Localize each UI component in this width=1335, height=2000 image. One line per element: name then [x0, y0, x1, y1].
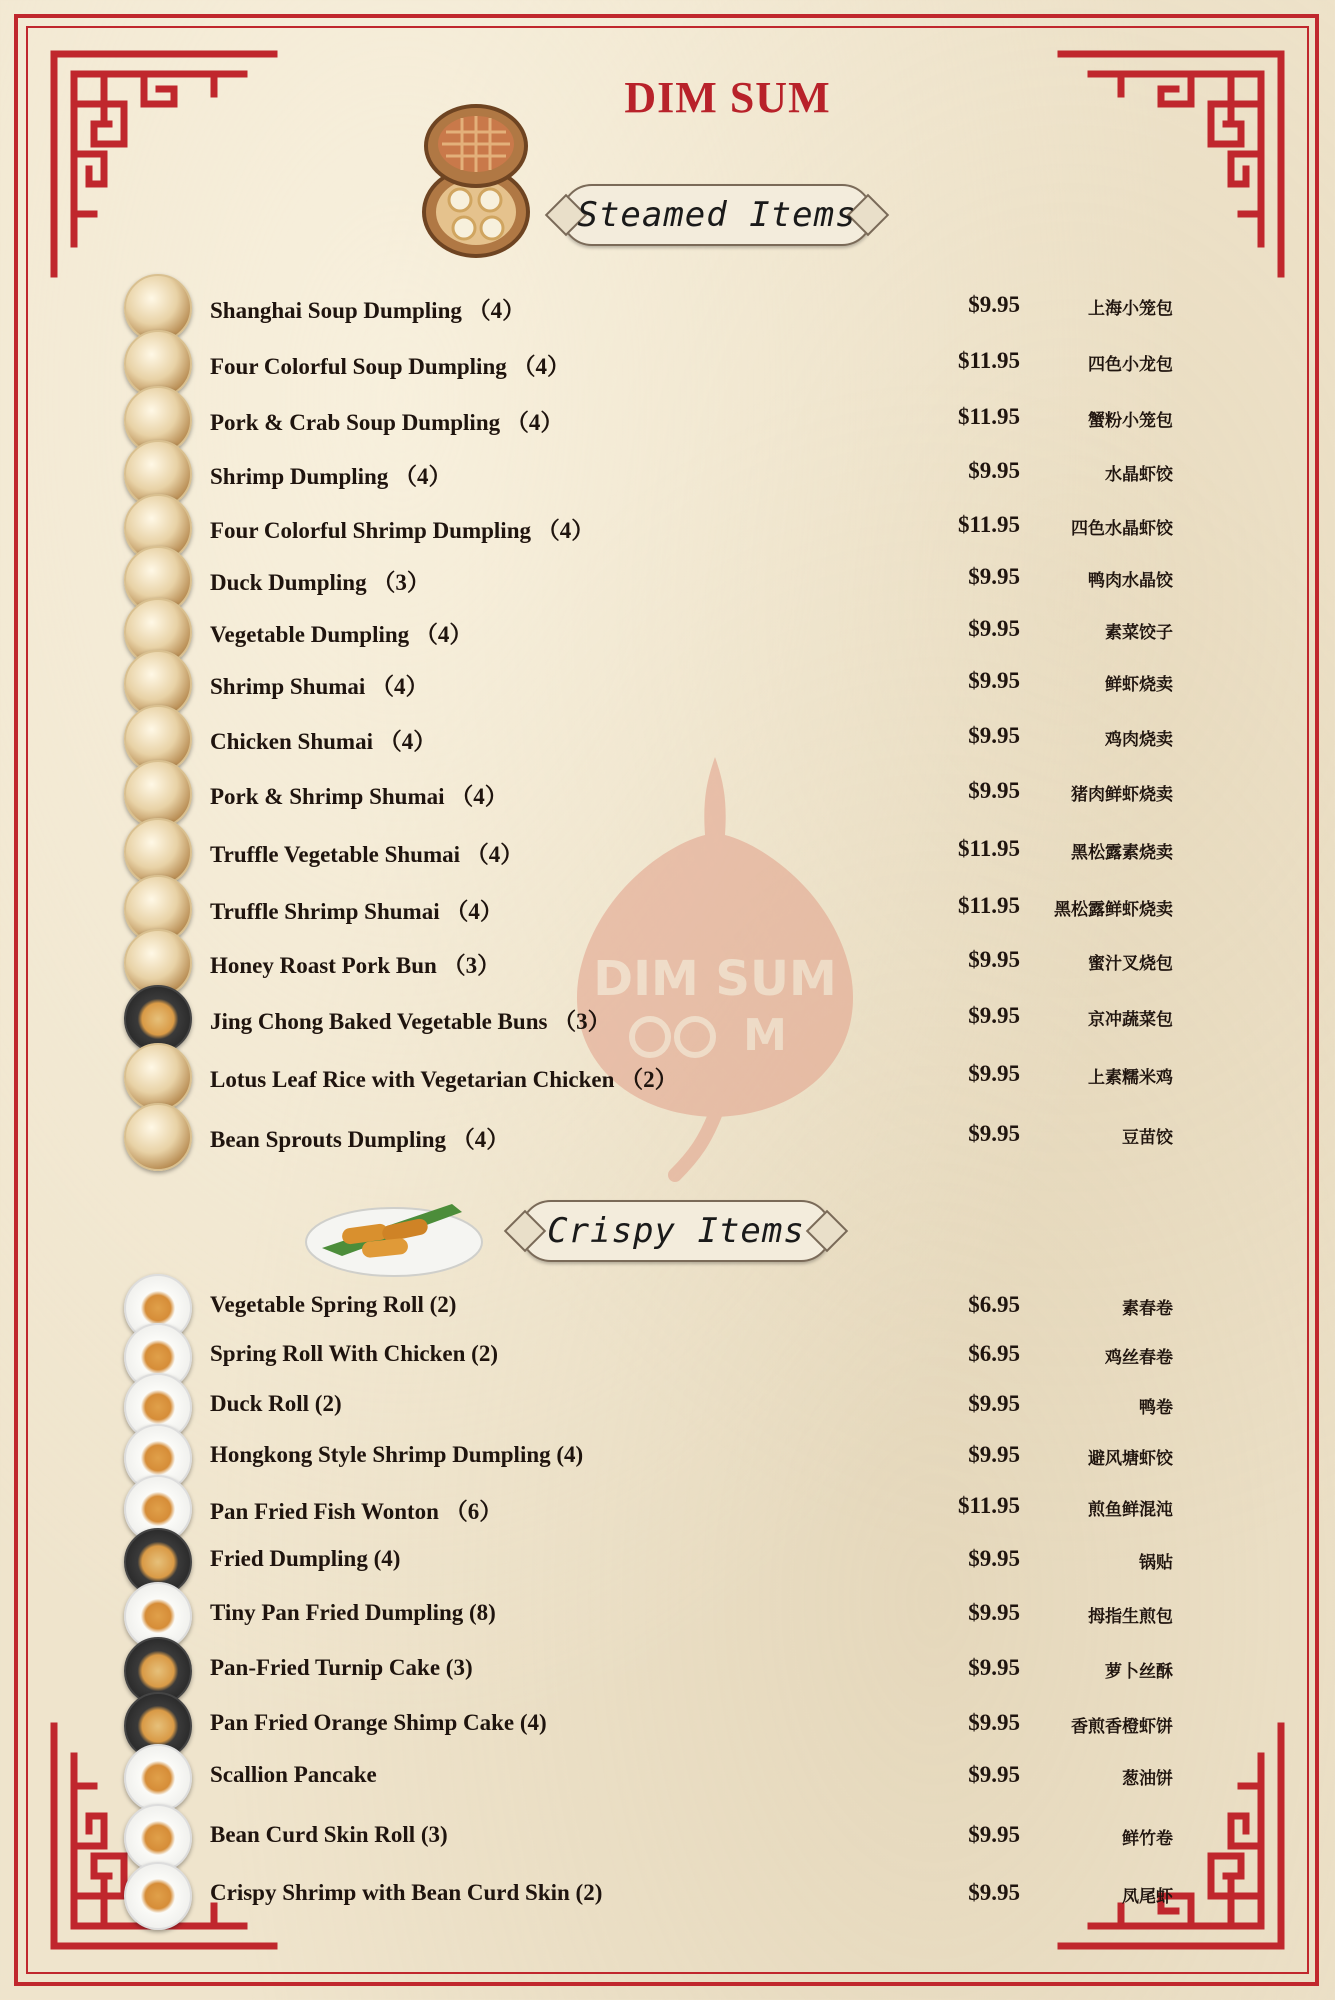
- menu-item: [0, 506, 1335, 550]
- dish-name: Truffle Vegetable Shumai （4）: [210, 842, 524, 867]
- menu-item: [0, 398, 1335, 442]
- dish-name: Fried Dumpling (4): [210, 1546, 401, 1571]
- dish-name: Chicken Shumai （4）: [210, 729, 437, 754]
- spring-roll-plate-image: [302, 1190, 486, 1280]
- dish-price: $9.95: [968, 1442, 1020, 1467]
- dish-name: Duck Dumpling （3）: [210, 570, 430, 595]
- menu-item: [0, 887, 1335, 931]
- dish-chinese-name: 鸭卷: [1139, 1398, 1173, 1418]
- dish-chinese-name: 黑松露鲜虾烧卖: [1054, 900, 1173, 920]
- menu-item: [0, 342, 1335, 386]
- dish-photo: [124, 1103, 192, 1171]
- dish-name: Pan-Fried Turnip Cake (3): [210, 1655, 473, 1680]
- dish-chinese-name: 水晶虾饺: [1105, 465, 1173, 485]
- dish-chinese-name: 四色小龙包: [1088, 355, 1173, 375]
- menu-item: [0, 610, 1335, 654]
- menu-item: [0, 1874, 1335, 1918]
- dish-chinese-name: 素菜饺子: [1105, 623, 1173, 643]
- dish-price: $11.95: [958, 1493, 1020, 1518]
- dish-chinese-name: 素春卷: [1122, 1299, 1173, 1319]
- menu-item: [0, 1649, 1335, 1693]
- dish-name: Lotus Leaf Rice with Vegetarian Chicken （2）: [210, 1067, 678, 1092]
- dish-chinese-name: 京冲蔬菜包: [1088, 1010, 1173, 1030]
- dish-price: $9.95: [968, 1121, 1020, 1146]
- dish-chinese-name: 四色水晶虾饺: [1071, 519, 1173, 539]
- dish-price: $6.95: [968, 1341, 1020, 1366]
- dish-price: $9.95: [968, 458, 1020, 483]
- menu-item: [0, 1055, 1335, 1099]
- dish-price: $6.95: [968, 1292, 1020, 1317]
- menu-item: [0, 1487, 1335, 1531]
- menu-item: [0, 772, 1335, 816]
- dish-name: Jing Chong Baked Vegetable Buns （3）: [210, 1009, 611, 1034]
- dish-price: $9.95: [968, 1655, 1020, 1680]
- dish-price: $9.95: [968, 616, 1020, 641]
- dish-price: $9.95: [968, 564, 1020, 589]
- dish-chinese-name: 蟹粉小笼包: [1088, 411, 1173, 431]
- dish-name: Crispy Shrimp with Bean Curd Skin (2): [210, 1880, 603, 1905]
- menu-item: [0, 1286, 1335, 1330]
- dish-chinese-name: 煎鱼鲜混沌: [1088, 1500, 1173, 1520]
- dish-photo: [124, 1043, 192, 1111]
- dish-price: $11.95: [958, 893, 1020, 918]
- dish-price: $9.95: [968, 778, 1020, 803]
- crispy-items-heading: Crispy Items: [547, 1211, 805, 1251]
- dish-chinese-name: 鸭肉水晶饺: [1088, 571, 1173, 591]
- steamed-items-heading: Steamed Items: [577, 195, 857, 235]
- menu-item: [0, 941, 1335, 985]
- dish-chinese-name: 豆苗饺: [1122, 1128, 1173, 1148]
- watermark-line2: M: [743, 1010, 787, 1061]
- dish-name: Hongkong Style Shrimp Dumpling (4): [210, 1442, 584, 1467]
- dish-name: Duck Roll (2): [210, 1391, 342, 1416]
- dish-chinese-name: 鸡丝春卷: [1105, 1348, 1173, 1368]
- dish-photo: [124, 1862, 192, 1930]
- dish-chinese-name: 香煎香橙虾饼: [1071, 1717, 1173, 1737]
- steamer-basket-image: [420, 100, 532, 260]
- dish-name: Four Colorful Soup Dumpling （4）: [210, 354, 570, 379]
- dish-price: $11.95: [958, 348, 1020, 373]
- dish-price: $9.95: [968, 1880, 1020, 1905]
- dish-price: $9.95: [968, 1061, 1020, 1086]
- crispy-items-banner: [506, 1194, 846, 1268]
- menu-item: [0, 1816, 1335, 1860]
- dish-name: Bean Curd Skin Roll (3): [210, 1822, 448, 1847]
- dish-chinese-name: 鲜竹卷: [1122, 1829, 1173, 1849]
- dish-price: $9.95: [968, 1762, 1020, 1787]
- dish-chinese-name: 锅贴: [1139, 1553, 1173, 1573]
- dish-chinese-name: 拇指生煎包: [1088, 1607, 1173, 1627]
- menu-item: [0, 286, 1335, 330]
- dish-price: $9.95: [968, 668, 1020, 693]
- menu-item: [0, 558, 1335, 602]
- dish-name: Spring Roll With Chicken (2): [210, 1341, 498, 1366]
- dish-chinese-name: 上海小笼包: [1088, 299, 1173, 319]
- menu-item: [0, 717, 1335, 761]
- dish-name: Pork & Shrimp Shumai （4）: [210, 784, 508, 809]
- dish-name: Vegetable Dumpling （4）: [210, 622, 473, 647]
- dish-price: $11.95: [958, 836, 1020, 861]
- menu-item: [0, 1756, 1335, 1800]
- dish-photo: [124, 1744, 192, 1812]
- dish-name: Tiny Pan Fried Dumpling (8): [210, 1600, 496, 1625]
- menu-item: [0, 997, 1335, 1041]
- dish-name: Vegetable Spring Roll (2): [210, 1292, 457, 1317]
- dish-name: Shrimp Shumai （4）: [210, 674, 429, 699]
- dish-price: $9.95: [968, 723, 1020, 748]
- dish-name: Bean Sprouts Dumpling （4）: [210, 1127, 510, 1152]
- dish-name: Pork & Crab Soup Dumpling （4）: [210, 410, 564, 435]
- dish-price: $9.95: [968, 292, 1020, 317]
- menu-item: [0, 1704, 1335, 1748]
- menu-item: [0, 452, 1335, 496]
- dish-price: $9.95: [968, 1600, 1020, 1625]
- dish-chinese-name: 鸡肉烧卖: [1105, 730, 1173, 750]
- dish-price: $9.95: [968, 947, 1020, 972]
- dish-chinese-name: 黑松露素烧卖: [1071, 843, 1173, 863]
- dish-price: $9.95: [968, 1822, 1020, 1847]
- dish-chinese-name: 猪肉鲜虾烧卖: [1071, 785, 1173, 805]
- dish-name: Honey Roast Pork Bun （3）: [210, 953, 501, 978]
- menu-title: DIM SUM: [624, 73, 831, 122]
- dish-chinese-name: 上素糯米鸡: [1088, 1068, 1173, 1088]
- menu-item: [0, 1436, 1335, 1480]
- dish-price: $9.95: [968, 1546, 1020, 1571]
- dish-name: Shrimp Dumpling （4）: [210, 464, 452, 489]
- dish-chinese-name: 葱油饼: [1122, 1769, 1173, 1789]
- menu-item: [0, 830, 1335, 874]
- dish-chinese-name: 鲜虾烧卖: [1105, 675, 1173, 695]
- dish-name: Pan Fried Orange Shimp Cake (4): [210, 1710, 547, 1735]
- menu-item: [0, 1335, 1335, 1379]
- dish-price: $11.95: [958, 404, 1020, 429]
- dish-name: Pan Fried Fish Wonton （6）: [210, 1499, 503, 1524]
- dish-name: Truffle Shrimp Shumai （4）: [210, 899, 503, 924]
- dish-price: $9.95: [968, 1391, 1020, 1416]
- menu-item: [0, 1115, 1335, 1159]
- dish-price: $11.95: [958, 512, 1020, 537]
- dish-chinese-name: 蜜汁叉烧包: [1088, 954, 1173, 974]
- menu-item: [0, 1540, 1335, 1584]
- watermark-line1: DIM SUM: [593, 951, 837, 1007]
- menu-item: [0, 1385, 1335, 1429]
- menu-item: [0, 1594, 1335, 1638]
- dish-name: Shanghai Soup Dumpling （4）: [210, 298, 526, 323]
- dish-name: Four Colorful Shrimp Dumpling （4）: [210, 518, 595, 543]
- dish-chinese-name: 萝卜丝酥: [1105, 1662, 1173, 1682]
- menu-item: [0, 662, 1335, 706]
- dish-price: $9.95: [968, 1003, 1020, 1028]
- dish-price: $9.95: [968, 1710, 1020, 1735]
- dish-chinese-name: 凤尾虾: [1122, 1887, 1173, 1907]
- dish-chinese-name: 避风塘虾饺: [1088, 1449, 1173, 1469]
- dish-name: Scallion Pancake: [210, 1762, 377, 1787]
- steamed-items-banner: [547, 178, 887, 252]
